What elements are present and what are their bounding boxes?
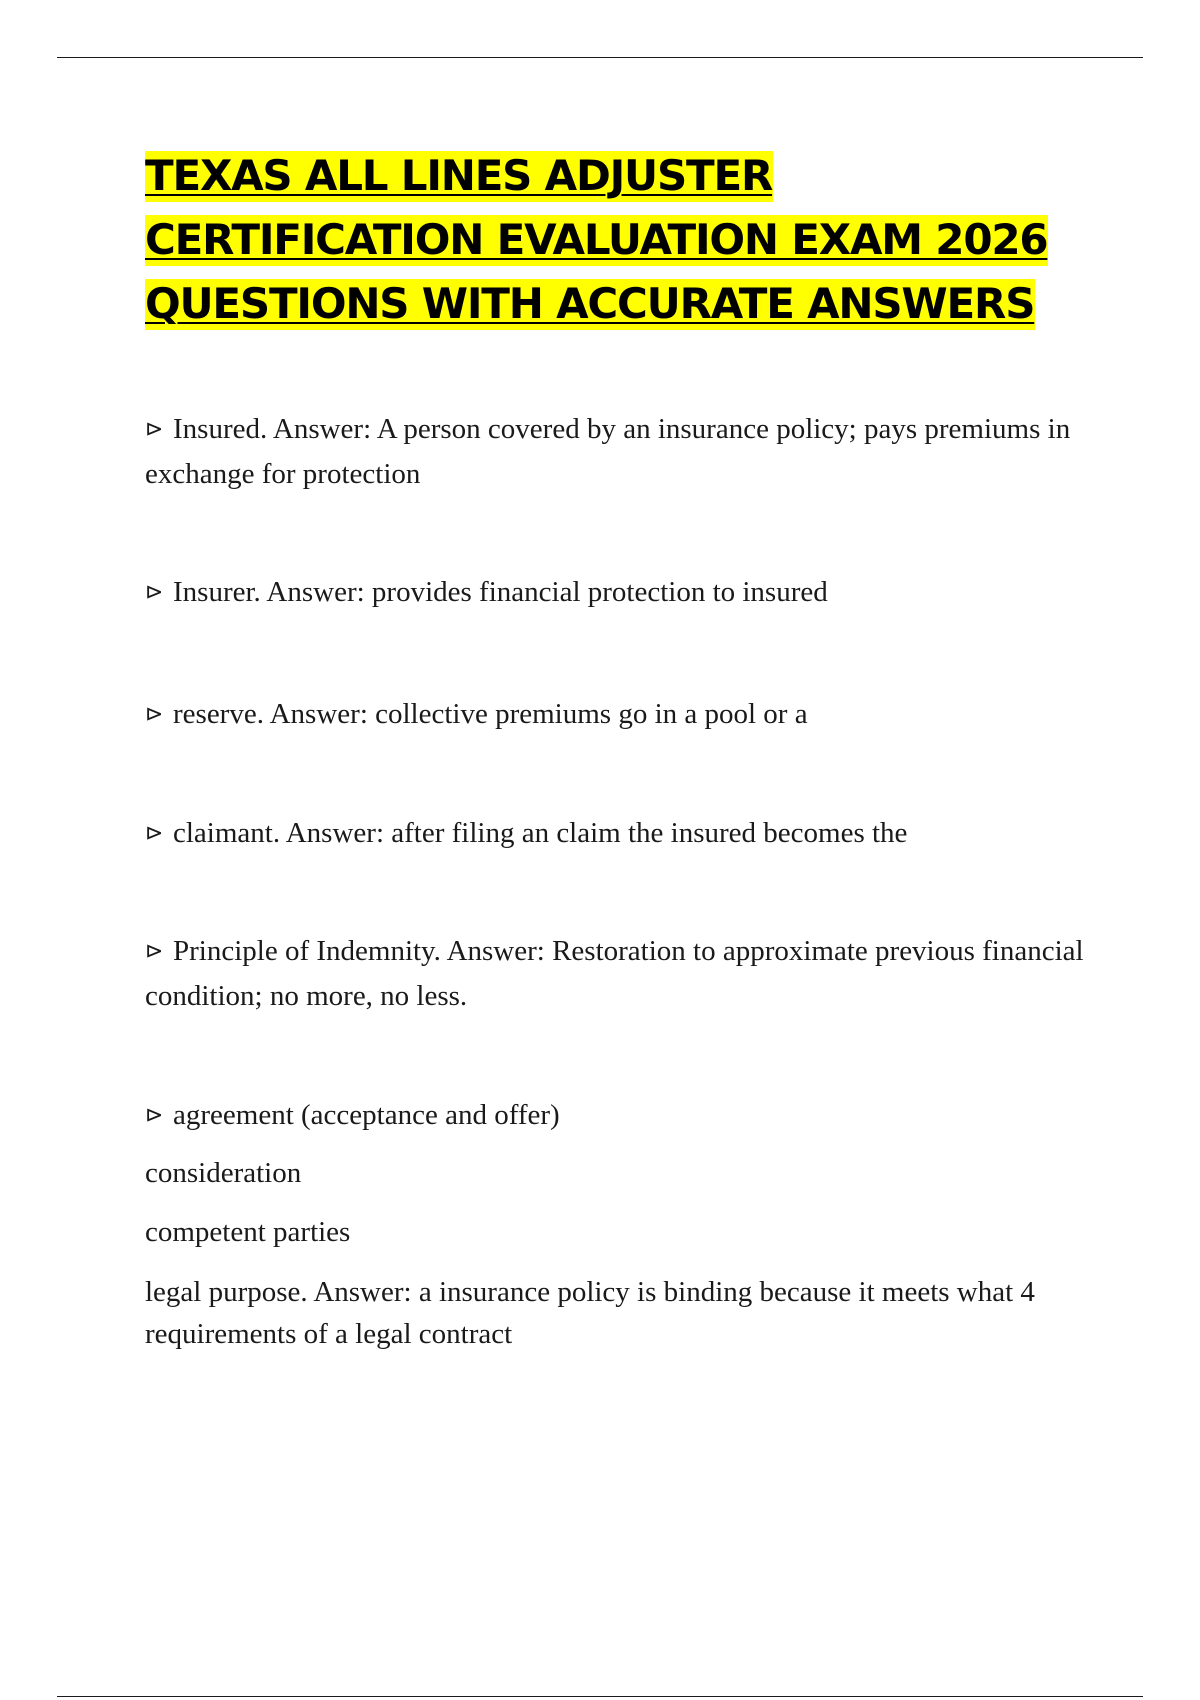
- qa-text: agreement (acceptance and offer): [173, 1099, 560, 1131]
- bullet-arrow-icon: ⊳: [145, 580, 164, 605]
- qa-text: claimant. Answer: after filing an claim the insured becomes the: [173, 817, 908, 849]
- bullet-arrow-icon: ⊳: [145, 702, 164, 727]
- qa-text: Insurer. Answer: provides financial protection to insured: [173, 576, 828, 608]
- qa-text: reserve. Answer: collective premiums go in a pool or a: [173, 698, 808, 730]
- qa-item-reserve: [145, 692, 1095, 737]
- bullet-arrow-icon: ⊳: [145, 821, 164, 846]
- qa-item-claimant: [145, 811, 1095, 856]
- document-title: [145, 144, 1105, 336]
- bottom-rule: [57, 1696, 1143, 1697]
- bullet-arrow-icon: ⊳: [145, 1103, 164, 1128]
- top-rule: [57, 57, 1143, 58]
- qa-item-indemnity: [145, 929, 1095, 1018]
- title-line-2: CERTIFICATION EVALUATION EXAM 2026: [145, 215, 1048, 264]
- bullet-arrow-icon: ⊳: [145, 939, 164, 964]
- qa-item-insured: [145, 407, 1095, 496]
- qa-item-agreement: [145, 1093, 1095, 1138]
- continuation-consideration: consideration: [145, 1157, 302, 1189]
- qa-text: Principle of Indemnity. Answer: Restoration to approximate previous financial condition; no more, no less.: [145, 935, 1084, 1012]
- continuation-legal-purpose: legal purpose. Answer: a insurance policy is binding because it meets what 4 requirements of a legal contract: [145, 1276, 1035, 1350]
- qa-text: Insured. Answer: A person covered by an insurance policy; pays premiums in exchange for protection: [145, 413, 1071, 490]
- title-line-3: QUESTIONS WITH ACCURATE ANSWERS: [145, 279, 1035, 328]
- qa-item-insurer: [145, 570, 1095, 615]
- title-line-1: TEXAS ALL LINES ADJUSTER: [145, 151, 773, 200]
- bullet-arrow-icon: ⊳: [145, 417, 164, 442]
- continuation-competent-parties: competent parties: [145, 1216, 351, 1248]
